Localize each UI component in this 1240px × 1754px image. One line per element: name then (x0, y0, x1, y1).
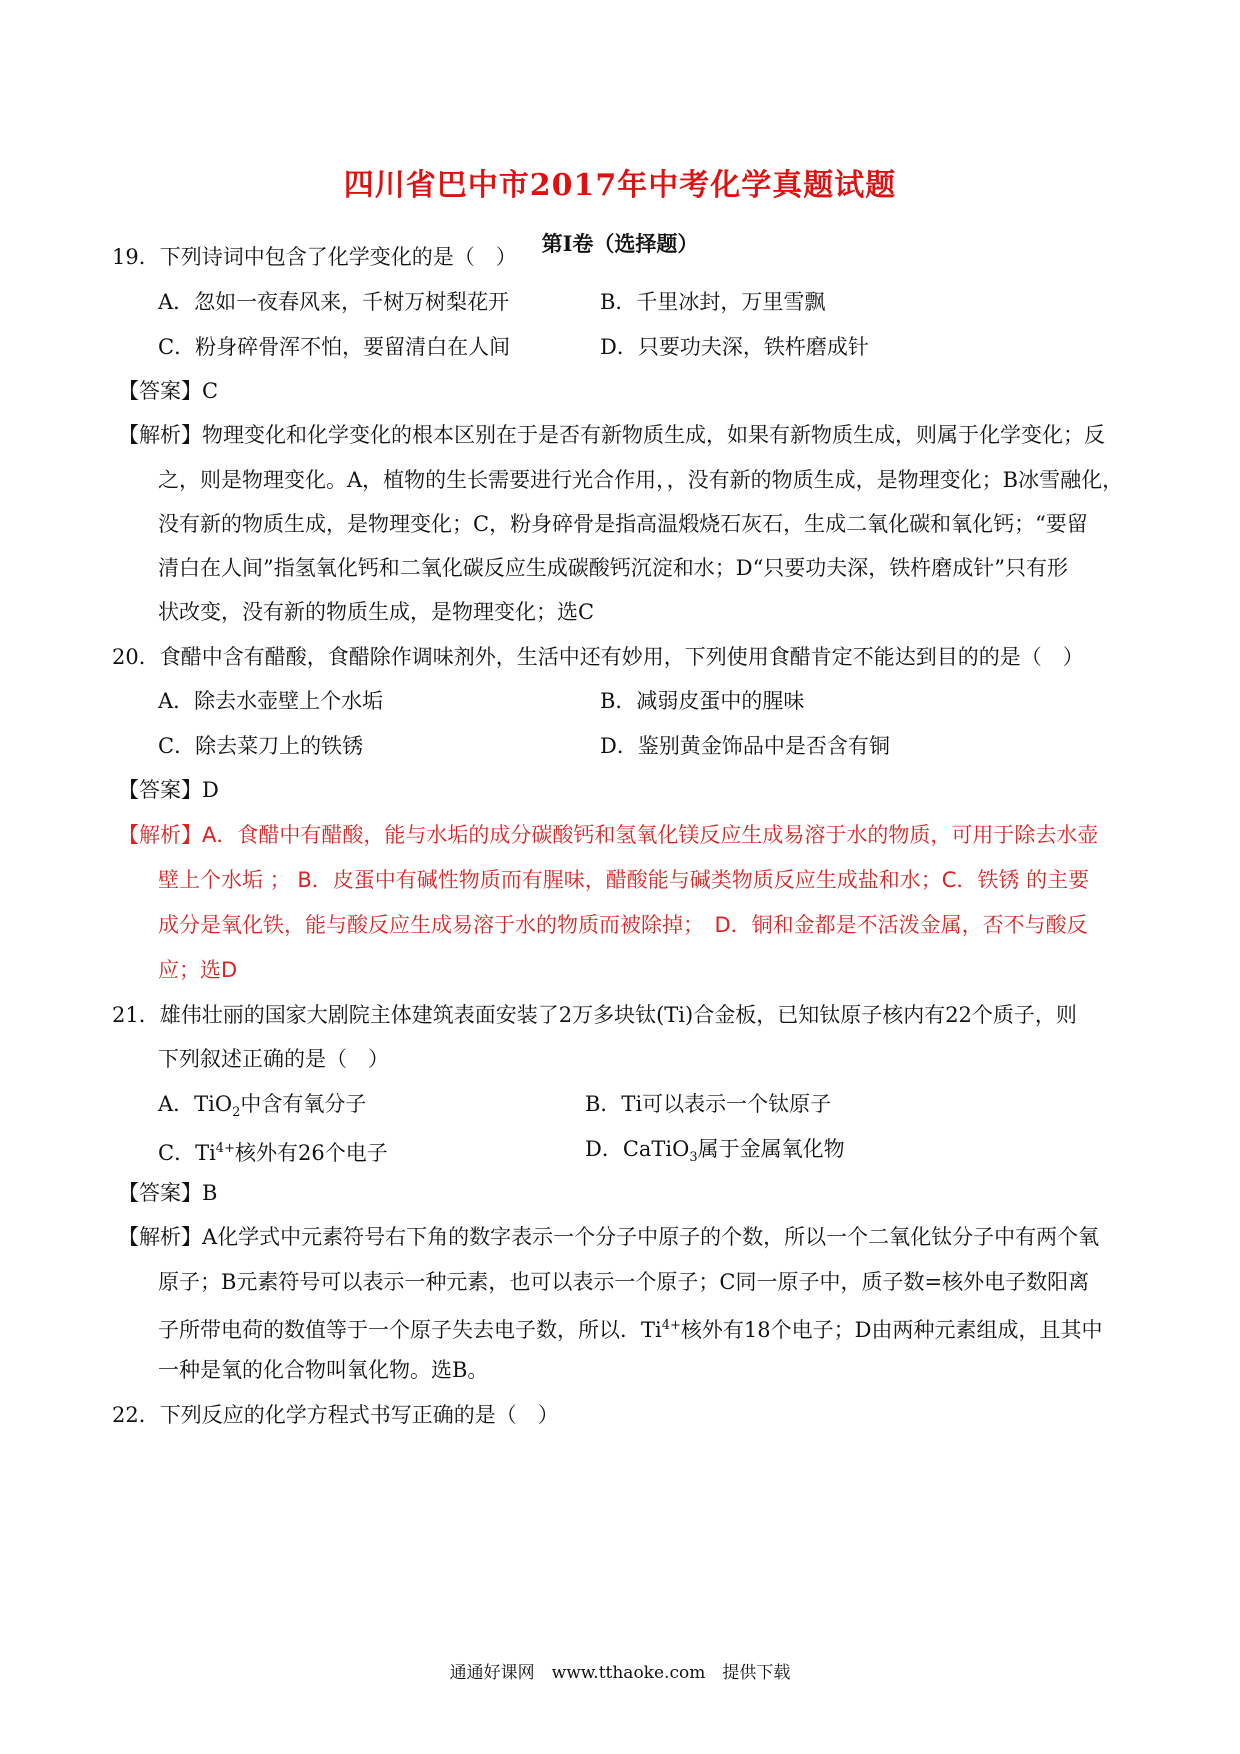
question-22-stem: 22．下列反应的化学方程式书写正确的是（ ） (112, 1403, 559, 1427)
question-21-option-b: B．Ti可以表示一个钛原子 (585, 1092, 832, 1116)
question-21-stem-cont: 下列叙述正确的是（ ） (158, 1047, 389, 1071)
question-21-analysis-line: 子所带电荷的数值等于一个原子失去电子数，所以．$Ti^{4+}$核外有18个电子；D由两种元素组成，且其中 (158, 1318, 1103, 1342)
page-title: 四川省巴中市2017年中考化学真题试题 (343, 168, 897, 203)
question-20-stem: 20．食醋中含有醋酸，食醋除作调味剂外，生活中还有妙用，下列使用食醋肯定不能达到目的的是（ ） (112, 645, 1084, 669)
question-20-option-b: B．减弱皮蛋中的腥味 (600, 689, 805, 713)
question-19-answer: 【答案】C (118, 379, 219, 403)
question-19-option-b: B．千里冰封，万里雪飘 (600, 290, 826, 314)
question-21-option-a: A．TiO$_2$中含有氧分子 (158, 1092, 367, 1121)
question-21-analysis-line: 一种是氧的化合物叫氧化物。选B。 (158, 1358, 489, 1382)
question-21-answer: 【答案】B (118, 1181, 218, 1205)
question-19-analysis-line: 之，则是物理变化。A，植物的生长需要进行光合作用，，没有新的物质生成，是物理变化；B冰雪融化， (158, 468, 1124, 492)
question-21-analysis-line: 【解析】A化学式中元素符号右下角的数字表示一个分子中原子的个数，所以一个二氧化钛分子中有两个氧 (118, 1225, 1100, 1249)
question-19-option-a: A．忽如一夜春风来，千树万树梨花开 (158, 290, 510, 314)
question-20-analysis-line: 应；选D (158, 958, 238, 982)
question-19-option-d: D．只要功夫深，铁杵磨成针 (600, 335, 869, 359)
question-19-analysis-line: 没有新的物质生成，是物理变化；C，粉身碎骨是指高温煅烧石灰石，生成二氧化碳和氧化钙；“要留 (158, 512, 1088, 536)
question-21-analysis-line: 原子；B元素符号可以表示一种元素，也可以表示一个原子；C同一原子中，质子数=核外电子数阳离 (158, 1270, 1090, 1294)
question-20-answer: 【答案】D (118, 778, 219, 802)
page-footer: 通通好课网 www.tthaoke.com 提供下载 (449, 1663, 791, 1683)
question-19-analysis-line: 清白在人间”指氢氧化钙和二氧化碳反应生成碳酸钙沉淀和水；D“只要功夫深，铁杵磨成针”只有形 (158, 556, 1069, 580)
question-20-option-a: A．除去水壶壁上个水垢 (158, 689, 384, 713)
question-20-analysis-line: 【解析】A．食醋中有醋酸，能与水垢的成分碳酸钙和氢氧化镁反应生成易溶于水的物质，可用于除去水壶 (118, 823, 1099, 847)
question-19-stem: 19．下列诗词中包含了化学变化的是（ ） (112, 245, 517, 269)
question-21-option-c: C．$Ti^{4+}$核外有26个电子 (158, 1141, 388, 1165)
question-20-option-d: D．鉴别黄金饰品中是否含有铜 (600, 734, 890, 758)
question-20-analysis-line: 壁上个水垢 ； B．皮蛋中有碱性物质而有腥味，醋酸能与碱类物质反应生成盐和水；C．铁锈 的主要 (158, 868, 1090, 892)
section-heading: 第Ⅰ卷（选择题） (541, 231, 699, 256)
question-19-option-c: C．粉身碎骨浑不怕，要留清白在人间 (158, 335, 511, 359)
question-20-analysis-line: 成分是氧化铁，能与酸反应生成易溶于水的物质而被除掉； D．铜和金都是不活泼金属，否不与酸反 (158, 913, 1088, 937)
question-21-option-d: D．CaTiO$_3$属于金属氧化物 (585, 1137, 845, 1166)
question-19-analysis-line: 【解析】物理变化和化学变化的根本区别在于是否有新物质生成，如果有新物质生成，则属于化学变化；反 (118, 423, 1105, 447)
question-20-option-c: C．除去菜刀上的铁锈 (158, 734, 364, 758)
question-21-stem: 21．雄伟壮丽的国家大剧院主体建筑表面安装了2万多块钛(Ti)合金板，已知钛原子核内有22个质子，则 (112, 1003, 1077, 1027)
question-19-analysis-line: 状改变，没有新的物质生成，是物理变化；选C (158, 600, 595, 624)
